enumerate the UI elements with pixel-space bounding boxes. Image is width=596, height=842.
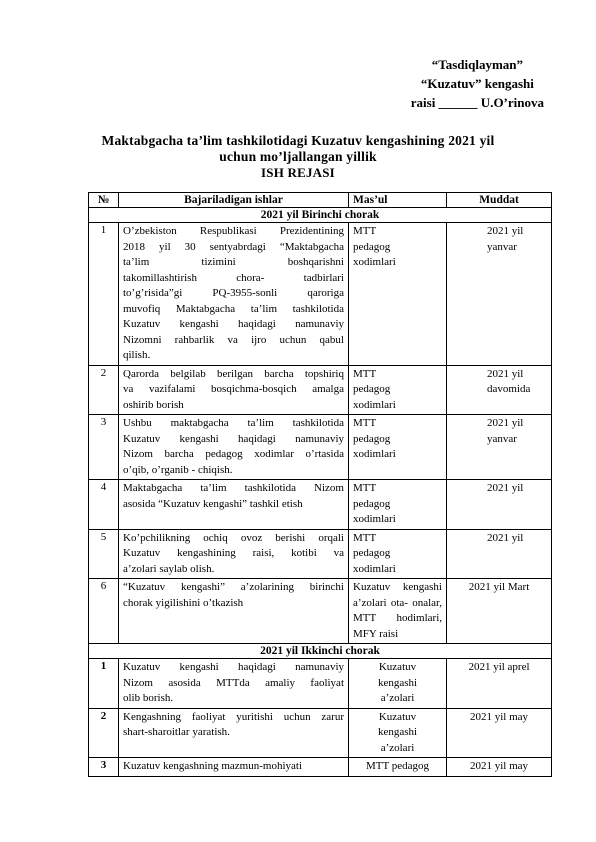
title-line-3: ISH REJASI [261, 165, 335, 180]
approval-block [411, 55, 544, 112]
cell-line: Kuzatuv kengashi [353, 581, 442, 593]
work-description [119, 365, 349, 415]
cell-line: olib borish. [123, 692, 174, 704]
table-header-row [89, 193, 552, 208]
cell-line: chorak yigilishini o’tkazish [123, 596, 244, 609]
cell-line: MTT [353, 482, 377, 494]
work-description [119, 659, 349, 709]
responsible-party [349, 659, 447, 709]
deadline [447, 659, 552, 709]
cell-line: muvofiq Maktabgacha ta’lim tashkilotida [123, 302, 344, 315]
cell-line: yanvar [487, 240, 517, 253]
cell-line: 2021 yil Mart [468, 581, 530, 593]
cell-line: yanvar [487, 432, 517, 445]
cell-line: Kengashning faoliyat yuritishi uchun zarur [123, 710, 344, 723]
cell-line: a’zolari ota- onalar, [353, 596, 442, 609]
cell-line: MTT [353, 417, 377, 429]
deadline [447, 708, 552, 758]
quarter-label-2: 2021 yil Ikkinchi chorak [89, 644, 552, 659]
row-number: 3 [89, 415, 119, 480]
table-row [89, 758, 552, 777]
deadline [447, 579, 552, 644]
cell-line: 2018 yil 30 sentyabrdagi “Maktabgacha [123, 240, 344, 253]
cell-line: xodimlari [353, 562, 396, 575]
table-body [89, 208, 552, 777]
cell-line: pedagog [353, 432, 391, 445]
cell-line: Maktabgacha ta’lim tashkilotida Nizom [123, 482, 344, 494]
cell-line: Kuzatuv [378, 661, 417, 673]
document-title [60, 133, 536, 181]
quarter-row-1 [89, 208, 552, 223]
cell-line: Ushbu maktabgacha ta’lim tashkilotida [123, 417, 344, 429]
responsible-party [349, 480, 447, 530]
cell-line: ta’lim tizimini boshqarishni [123, 256, 344, 268]
cell-line: 2021 yil [487, 531, 524, 544]
table-row [89, 480, 552, 530]
cell-line: takomillashtirish chora- tadbirlari [123, 271, 344, 284]
cell-line: shart-sharoitlar yaratish. [123, 726, 230, 738]
cell-line: asosida “Kuzatuv kengashi” tashkil etish [123, 497, 303, 510]
cell-line: o’qib, o’rganib - chiqish. [123, 463, 233, 476]
cell-line: Kuzatuv kengashning mazmun-mohiyati [123, 760, 303, 772]
quarter-row-2 [89, 644, 552, 659]
responsible-party [349, 223, 447, 366]
cell-line: qilish. [123, 349, 151, 361]
row-number: 2 [89, 708, 119, 758]
cell-line: MTT [353, 367, 377, 380]
cell-line: xodimlari [353, 398, 396, 411]
cell-line: Kuzatuv kengashi haqidagi namunaviy [123, 318, 344, 330]
cell-line: to’g’risida”gi PQ-3955-sonli qaroriga [123, 287, 344, 299]
cell-line: “Kuzatuv kengashi” a’zolarining birinchi [123, 581, 344, 593]
deadline [447, 529, 552, 579]
work-description [119, 223, 349, 366]
deadline [447, 365, 552, 415]
cell-line: 2021 yil may [469, 760, 529, 772]
row-number: 2 [89, 365, 119, 415]
header-work: Bajariladigan ishlar [119, 193, 349, 208]
responsible-party [349, 758, 447, 777]
cell-line: Kuzatuv kengashi haqidagi namunaviy [123, 661, 344, 673]
cell-line: 2021 yil [487, 367, 524, 380]
cell-line: davomida [487, 383, 531, 395]
header-num: № [89, 193, 119, 208]
table-row [89, 415, 552, 480]
cell-line: a’zolari [380, 741, 415, 754]
cell-line: oshirib borish [123, 398, 184, 411]
cell-line: 2021 yil [487, 225, 524, 237]
work-description [119, 529, 349, 579]
work-description [119, 758, 349, 777]
cell-line: Ko’pchilikning ochiq ovoz berishi orqali [123, 531, 344, 544]
cell-line: xodimlari [353, 448, 396, 460]
row-number: 1 [89, 659, 119, 709]
row-number: 1 [89, 223, 119, 366]
quarter-label-1: 2021 yil Birinchi chorak [89, 208, 552, 223]
row-number: 6 [89, 579, 119, 644]
work-description [119, 579, 349, 644]
table-row [89, 659, 552, 709]
row-number: 5 [89, 529, 119, 579]
title-line-2: uchun mo’ljallangan yillik [219, 149, 377, 164]
table-row [89, 579, 552, 644]
table-row [89, 708, 552, 758]
cell-line: Kuzatuv kengashi haqidagi namunaviy [123, 432, 344, 445]
responsible-party [349, 579, 447, 644]
cell-line: a’zolari saylab olish. [123, 562, 215, 575]
cell-line: pedagog [353, 240, 391, 253]
cell-line: O’zbekiston Respublikasi Prezidentining [123, 225, 344, 237]
cell-line: xodimlari [353, 513, 396, 525]
cell-line: Nizom barcha pedagog xodimlar o’rtasida [123, 448, 344, 460]
cell-line: MFY raisi [353, 627, 399, 640]
header-responsible: Mas’ul [349, 193, 447, 208]
cell-line: MTT pedagog [365, 760, 430, 772]
cell-line: Qarorda belgilab berilgan barcha topshiriq [123, 367, 344, 380]
cell-line: pedagog [353, 497, 391, 510]
cell-line: pedagog [353, 383, 391, 395]
cell-line: 2021 yil may [469, 710, 529, 723]
cell-line: xodimlari [353, 256, 396, 268]
row-number: 3 [89, 758, 119, 777]
cell-line: Nizomni rahbarlik va ijro uchun qabul [123, 333, 344, 346]
approval-line-2: “Kuzatuv” kengashi [420, 76, 534, 91]
cell-line: Kuzatuv [378, 710, 417, 723]
table-row [89, 365, 552, 415]
table-row [89, 223, 552, 366]
cell-line: Kuzatuv kengashining raisi, kotibi va [123, 547, 344, 559]
cell-line: MTT hodimlari, [353, 612, 442, 624]
approval-line-3: raisi ______ U.O’rinova [410, 95, 544, 110]
work-description [119, 415, 349, 480]
deadline [447, 223, 552, 366]
cell-line: va vazifalami bosqichma-bosqich amalga [123, 383, 344, 395]
responsible-party [349, 529, 447, 579]
row-number: 4 [89, 480, 119, 530]
cell-line: pedagog [353, 547, 391, 559]
cell-line: 2021 yil [487, 417, 524, 429]
responsible-party [349, 415, 447, 480]
cell-line: 2021 yil [487, 482, 524, 494]
table-row [89, 529, 552, 579]
responsible-party [349, 708, 447, 758]
cell-line: MTT [353, 225, 377, 237]
cell-line: kengashi [377, 726, 418, 738]
responsible-party [349, 365, 447, 415]
work-description [119, 480, 349, 530]
deadline [447, 480, 552, 530]
work-description [119, 708, 349, 758]
cell-line: a’zolari [380, 692, 415, 704]
header-deadline: Muddat [447, 193, 552, 208]
cell-line: MTT [353, 531, 377, 544]
approval-line-1: “Tasdiqlayman” [431, 57, 524, 72]
deadline [447, 758, 552, 777]
work-plan-table [88, 192, 552, 777]
cell-line: kengashi [377, 676, 418, 689]
title-line-1: Maktabgacha ta’lim tashkilotidagi Kuzatuv kengashining 2021 yil [101, 133, 495, 148]
cell-line: Nizom asosida MTTda amaliy faoliyat [123, 676, 344, 689]
deadline [447, 415, 552, 480]
cell-line: 2021 yil aprel [468, 661, 530, 673]
